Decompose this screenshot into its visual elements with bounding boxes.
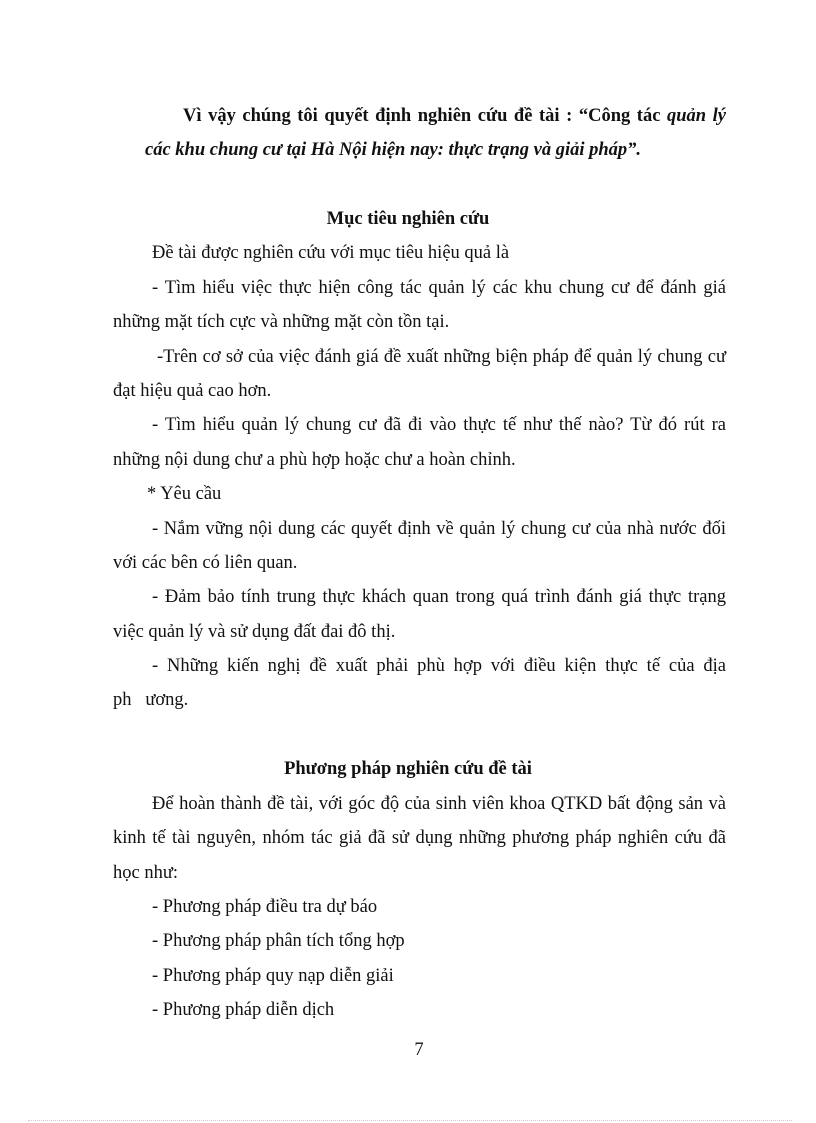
requirement-3-line-1: - Những kiến nghị đề xuất phải phù hợp với điều kiện thực tế của địa (152, 656, 726, 676)
requirement-3-line-2: ph ương. (113, 690, 189, 710)
requirements-label: * Yêu cầu (147, 484, 222, 504)
methods-para-line-3: học như: (113, 863, 179, 883)
methods-para-line-1: Để hoàn thành đề tài, với góc độ của sinh viên khoa QTKD bất động sản và (152, 794, 726, 814)
methods-para-line-2: kinh tế tài nguyên, nhóm tác giả đã sử dụng những phương pháp nghiên cứu đã (113, 828, 726, 848)
intro-line-1 (183, 105, 726, 127)
requirement-2-line-2: việc quản lý và sử dụng đất đai đô thị. (113, 622, 396, 642)
methods-heading: Phương pháp nghiên cứu đề tài (284, 759, 532, 779)
footer-divider (28, 1120, 792, 1121)
objectives-lead: Đề tài được nghiên cứu với mục tiêu hiệu quả là (152, 243, 510, 263)
objective-1-line-2: những mặt tích cực và những mặt còn tồn tại. (113, 312, 450, 332)
intro-line-2: các khu chung cư tại Hà Nội hiện nay: thực trạng và giải pháp”. (145, 140, 642, 160)
objective-1-line-1: - Tìm hiểu việc thực hiện công tác quản lý các khu chung cư để đánh giá (152, 278, 726, 298)
requirement-1-line-1: - Nắm vững nội dung các quyết định về quản lý chung cư của nhà nước đối (152, 519, 726, 539)
intro-text-1: Vì vậy chúng tôi quyết định nghiên cứu đề tài : “Công tác (183, 106, 667, 126)
objectives-heading: Mục tiêu nghiên cứu (326, 209, 490, 229)
method-item: - Phương pháp phân tích tổng hợp (152, 931, 405, 951)
method-item: - Phương pháp quy nạp diễn giải (152, 966, 394, 986)
method-item: - Phương pháp diễn dịch (152, 1000, 335, 1020)
objective-3-line-1: - Tìm hiểu quản lý chung cư đã đi vào thực tế như thế nào? Từ đó rút ra (152, 415, 726, 435)
method-item: - Phương pháp điều tra dự báo (152, 897, 378, 917)
intro-text-1-italic: quản lý (667, 106, 726, 126)
objective-2-line-2: đạt hiệu quả cao hơn. (113, 381, 272, 401)
objective-3-line-2: những nội dung chư a phù hợp hoặc chư a hoàn chỉnh. (113, 450, 516, 470)
page-number: 7 (414, 1040, 424, 1060)
requirement-1-line-2: với các bên có liên quan. (113, 553, 298, 573)
objective-2-line-1: -Trên cơ sở của việc đánh giá đề xuất những biện pháp để quản lý chung cư (157, 347, 726, 367)
requirement-2-line-1: - Đảm bảo tính trung thực khách quan trong quá trình đánh giá thực trạng (152, 587, 726, 607)
